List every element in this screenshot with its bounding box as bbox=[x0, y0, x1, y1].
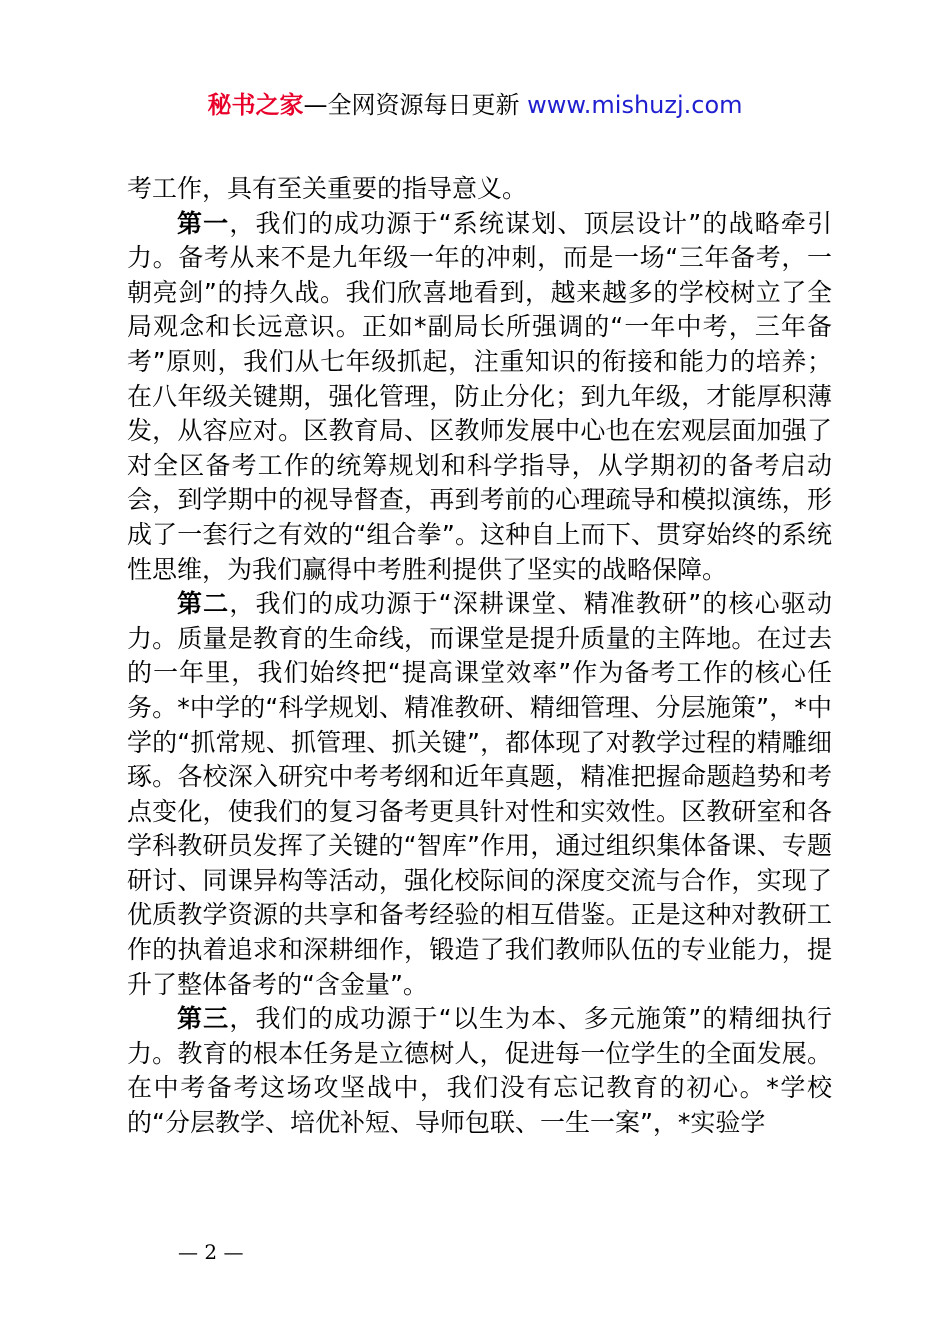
site-banner bbox=[0, 88, 950, 122]
paragraph-lead: 第二 bbox=[177, 589, 230, 619]
paragraph-second bbox=[127, 587, 832, 1002]
paragraph-text: 考工作，具有至关重要的指导意义。 bbox=[127, 174, 528, 203]
paragraph-third bbox=[127, 1002, 832, 1140]
paragraph-first bbox=[127, 207, 832, 588]
paragraph-continuation bbox=[127, 172, 832, 207]
site-slogan: —全网资源每日更新 bbox=[303, 91, 528, 119]
paragraph-lead: 第三 bbox=[177, 1004, 230, 1034]
site-url[interactable]: www.mishuzj.com bbox=[527, 91, 743, 119]
document-body bbox=[127, 172, 832, 1141]
site-brand: 秘书之家 bbox=[207, 91, 304, 119]
paragraph-text: ，我们的成功源于“系统谋划、顶层设计”的战略牵引力。备考从来不是九年级一年的冲刺，而是一场“三年备考，一朝亮剑”的持久战。我们欣喜地看到，越来越多的学校树立了全局观念和长远意识。正如*副局长所强调的“一年中考，三年备考”原则，我们从七年级抓起，注重知识的衔接和能力的培养；在八年级关键期，强化管理，防止分化；到九年级，才能厚积薄发，从容应对。区教育局、区教师发展中心也在宏观层面加强了对全区备考工作的统筹规划和科学指导，从学期初的备考启动会，到学期中的视导督查，再到考前的心理疏导和模拟演练，形成了一套行之有效的“组合拳”。这种自上而下、贯穿始终的系统性思维，为我们赢得中考胜利提供了坚实的战略保障。 bbox=[127, 208, 832, 584]
paragraph-lead: 第一 bbox=[177, 208, 230, 238]
paragraph-text: ，我们的成功源于“深耕课堂、精准教研”的核心驱动力。质量是教育的生命线，而课堂是提升质量的主阵地。在过去的一年里，我们始终把“提高课堂效率”作为备考工作的核心任务。*中学的“科学规划、精准教研、精细管理、分层施策”，*中学的“抓常规、抓管理、抓关键”，都体现了对教学过程的精雕细琢。各校深入研究中考考纲和近年真题，精准把握命题趋势和考点变化，使我们的复习备考更具针对性和实效性。区教研室和各学科教研员发挥了关键的“智库”作用，通过组织集体备课、专题研讨、同课异构等活动，强化校际间的深度交流与合作，实现了优质教学资源的共享和备考经验的相互借鉴。正是这种对教研工作的执着追求和深耕细作，锻造了我们教师队伍的专业能力，提升了整体备考的“含金量”。 bbox=[127, 589, 832, 999]
page-number: — 2 — bbox=[178, 1240, 244, 1264]
paragraph-text: ，我们的成功源于“以生为本、多元施策”的精细执行力。教育的根本任务是立德树人，促进每一位学生的全面发展。在中考备考这场攻坚战中，我们没有忘记教育的初心。*学校的“分层教学、培优补短、导师包联、一生一案”，*实验学 bbox=[127, 1004, 832, 1138]
